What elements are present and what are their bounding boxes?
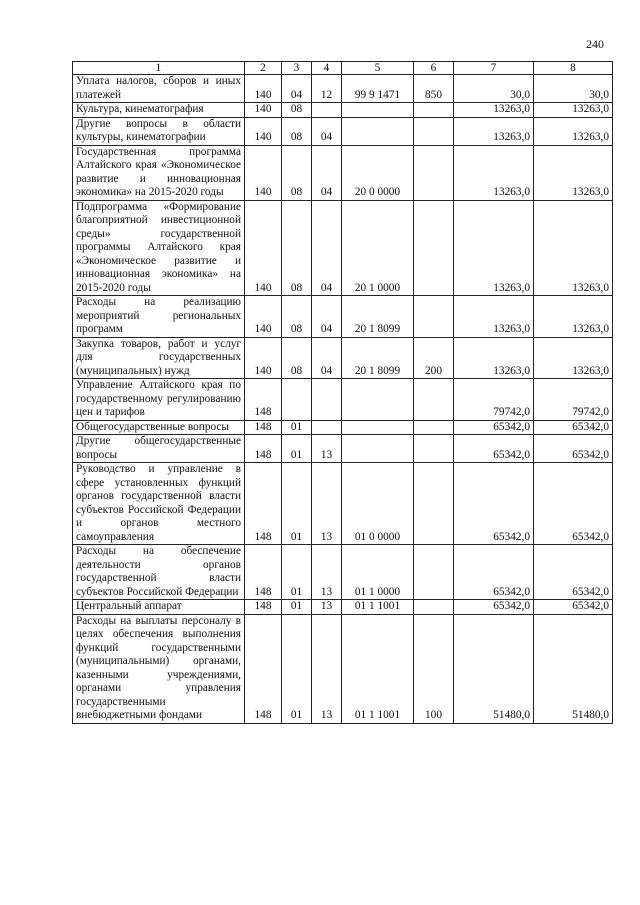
expense-type-cell: 200	[414, 337, 454, 379]
section-code-cell: 04	[282, 75, 312, 103]
section-code-cell: 08	[282, 296, 312, 338]
column-header: 1	[73, 62, 245, 75]
subsection-code-cell	[312, 103, 342, 118]
subsection-code-cell: 13	[312, 614, 342, 723]
section-code-cell: 01	[282, 420, 312, 435]
table-row	[73, 75, 613, 103]
target-article-cell: 01 0 0000	[342, 463, 414, 545]
amount-cell: 13263,0	[454, 296, 534, 338]
row-name-cell: Уплата налогов, сборов и иных платежей	[73, 75, 245, 103]
amount-cell: 65342,0	[534, 435, 613, 463]
expense-type-cell	[414, 296, 454, 338]
amount-cell: 51480,0	[534, 614, 613, 723]
target-article-cell	[342, 117, 414, 145]
table-header-row	[73, 62, 613, 75]
target-article-cell: 20 1 8099	[342, 337, 414, 379]
subsection-code-cell: 04	[312, 117, 342, 145]
ministry-code-cell: 148	[245, 614, 282, 723]
table-row	[73, 296, 613, 338]
target-article-cell	[342, 420, 414, 435]
column-header: 7	[454, 62, 534, 75]
budget-table	[72, 61, 613, 724]
amount-cell: 65342,0	[534, 600, 613, 615]
ministry-code-cell: 148	[245, 420, 282, 435]
ministry-code-cell: 140	[245, 145, 282, 200]
amount-cell: 51480,0	[454, 614, 534, 723]
target-article-cell: 20 0 0000	[342, 145, 414, 200]
subsection-code-cell: 04	[312, 337, 342, 379]
target-article-cell	[342, 103, 414, 118]
amount-cell: 65342,0	[454, 420, 534, 435]
expense-type-cell	[414, 145, 454, 200]
amount-cell: 30,0	[534, 75, 613, 103]
ministry-code-cell: 140	[245, 200, 282, 296]
page-number: 240	[586, 37, 604, 51]
table-row	[73, 117, 613, 145]
expense-type-cell	[414, 200, 454, 296]
row-name-cell: Расходы на обеспечение деятельности органов государственной власти субъектов Российской Федерации	[73, 545, 245, 600]
section-code-cell: 01	[282, 600, 312, 615]
amount-cell: 13263,0	[534, 296, 613, 338]
row-name-cell: Другие общегосударственные вопросы	[73, 435, 245, 463]
amount-cell: 65342,0	[454, 545, 534, 600]
ministry-code-cell: 140	[245, 337, 282, 379]
amount-cell: 13263,0	[534, 117, 613, 145]
amount-cell: 79742,0	[454, 379, 534, 421]
expense-type-cell: 850	[414, 75, 454, 103]
table-row	[73, 614, 613, 723]
expense-type-cell	[414, 463, 454, 545]
row-name-cell: Управление Алтайского края по государственному регулированию цен и тарифов	[73, 379, 245, 421]
table-row	[73, 420, 613, 435]
ministry-code-cell: 148	[245, 600, 282, 615]
section-code-cell: 01	[282, 435, 312, 463]
amount-cell: 65342,0	[534, 545, 613, 600]
ministry-code-cell: 148	[245, 435, 282, 463]
ministry-code-cell: 140	[245, 103, 282, 118]
table-row	[73, 337, 613, 379]
row-name-cell: Другие вопросы в области культуры, кинематографии	[73, 117, 245, 145]
target-article-cell: 20 1 0000	[342, 200, 414, 296]
row-name-cell: Подпрограмма «Формирование благоприятной инвестиционной среды» государственной программы Алтайского края «Экономическое развитие и инновационная экономика» на 2015-2020 годы	[73, 200, 245, 296]
table-row	[73, 379, 613, 421]
expense-type-cell	[414, 103, 454, 118]
column-header: 4	[312, 62, 342, 75]
row-name-cell: Руководство и управление в сфере установленных функций органов государственной власти субъектов Российской Федерации и органов местного самоуправления	[73, 463, 245, 545]
amount-cell: 13263,0	[454, 200, 534, 296]
amount-cell: 13263,0	[534, 145, 613, 200]
target-article-cell: 99 9 1471	[342, 75, 414, 103]
row-name-cell: Закупка товаров, работ и услуг для государственных (муниципальных) нужд	[73, 337, 245, 379]
row-name-cell: Расходы на выплаты персоналу в целях обеспечения выполнения функций государственными (муниципальными) органами, казенными учреждениями, органами управления государственными внебюджетными фондами	[73, 614, 245, 723]
amount-cell: 13263,0	[454, 103, 534, 118]
target-article-cell	[342, 379, 414, 421]
amount-cell: 65342,0	[454, 435, 534, 463]
subsection-code-cell: 13	[312, 545, 342, 600]
subsection-code-cell: 12	[312, 75, 342, 103]
section-code-cell	[282, 379, 312, 421]
amount-cell: 13263,0	[534, 103, 613, 118]
ministry-code-cell: 148	[245, 463, 282, 545]
table-row	[73, 435, 613, 463]
ministry-code-cell: 140	[245, 296, 282, 338]
subsection-code-cell	[312, 420, 342, 435]
target-article-cell: 01 1 1001	[342, 600, 414, 615]
ministry-code-cell: 148	[245, 379, 282, 421]
amount-cell: 79742,0	[534, 379, 613, 421]
expense-type-cell	[414, 435, 454, 463]
section-code-cell: 01	[282, 545, 312, 600]
expense-type-cell	[414, 545, 454, 600]
section-code-cell: 08	[282, 145, 312, 200]
amount-cell: 13263,0	[534, 200, 613, 296]
section-code-cell: 08	[282, 103, 312, 118]
amount-cell: 13263,0	[454, 337, 534, 379]
target-article-cell: 01 1 1001	[342, 614, 414, 723]
table-row	[73, 463, 613, 545]
row-name-cell: Центральный аппарат	[73, 600, 245, 615]
section-code-cell: 08	[282, 200, 312, 296]
amount-cell: 30,0	[454, 75, 534, 103]
table-body	[73, 75, 613, 724]
column-header: 6	[414, 62, 454, 75]
expense-type-cell	[414, 420, 454, 435]
subsection-code-cell: 13	[312, 463, 342, 545]
ministry-code-cell: 140	[245, 75, 282, 103]
expense-type-cell	[414, 379, 454, 421]
column-header: 3	[282, 62, 312, 75]
table-row	[73, 600, 613, 615]
subsection-code-cell: 04	[312, 145, 342, 200]
row-name-cell: Общегосударственные вопросы	[73, 420, 245, 435]
expense-type-cell	[414, 600, 454, 615]
target-article-cell: 20 1 8099	[342, 296, 414, 338]
column-header: 5	[342, 62, 414, 75]
amount-cell: 13263,0	[454, 145, 534, 200]
amount-cell: 65342,0	[534, 463, 613, 545]
table-row	[73, 145, 613, 200]
row-name-cell: Культура, кинематография	[73, 103, 245, 118]
amount-cell: 65342,0	[534, 420, 613, 435]
ministry-code-cell: 148	[245, 545, 282, 600]
section-code-cell: 08	[282, 117, 312, 145]
expense-type-cell	[414, 117, 454, 145]
table-row	[73, 103, 613, 118]
column-header: 8	[534, 62, 613, 75]
amount-cell: 65342,0	[454, 463, 534, 545]
target-article-cell: 01 1 0000	[342, 545, 414, 600]
table-row	[73, 200, 613, 296]
amount-cell: 13263,0	[534, 337, 613, 379]
section-code-cell: 01	[282, 463, 312, 545]
row-name-cell: Государственная программа Алтайского края «Экономическое развитие и инновационная экономика» на 2015-2020 годы	[73, 145, 245, 200]
row-name-cell: Расходы на реализацию мероприятий региональных программ	[73, 296, 245, 338]
target-article-cell	[342, 435, 414, 463]
subsection-code-cell: 13	[312, 600, 342, 615]
expense-type-cell: 100	[414, 614, 454, 723]
ministry-code-cell: 140	[245, 117, 282, 145]
column-header: 2	[245, 62, 282, 75]
amount-cell: 13263,0	[454, 117, 534, 145]
subsection-code-cell: 04	[312, 296, 342, 338]
subsection-code-cell: 13	[312, 435, 342, 463]
subsection-code-cell: 04	[312, 200, 342, 296]
subsection-code-cell	[312, 379, 342, 421]
section-code-cell: 08	[282, 337, 312, 379]
section-code-cell: 01	[282, 614, 312, 723]
table-row	[73, 545, 613, 600]
amount-cell: 65342,0	[454, 600, 534, 615]
